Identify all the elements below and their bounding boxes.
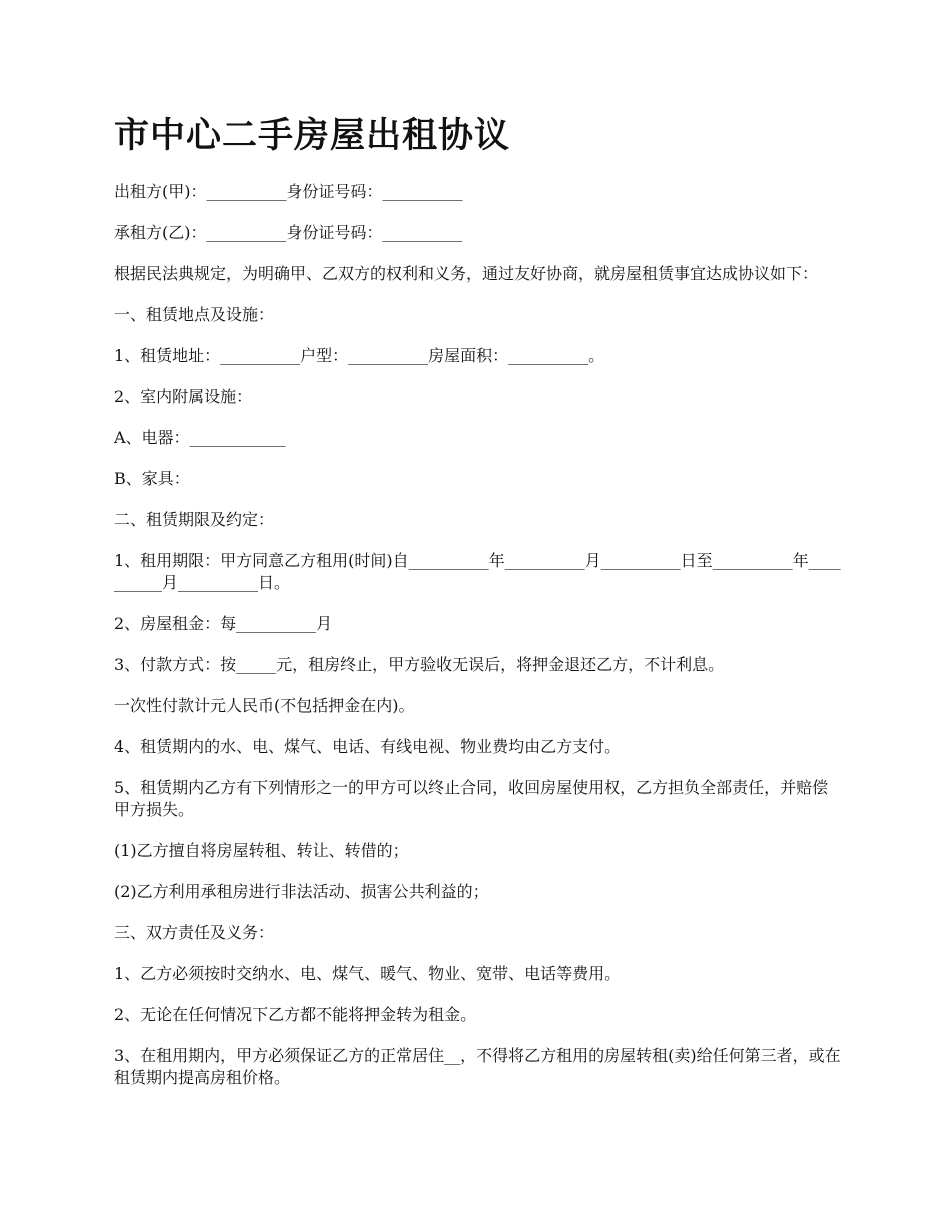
document-title: 市中心二手房屋出租协议	[114, 116, 511, 156]
document-page	[114, 112, 844, 1108]
paragraph-address: 1、租赁地址：__________户型：__________房屋面积：__________。	[114, 346, 605, 365]
paragraph-lease-term: 1、租用期限：甲方同意乙方租用(时间)自__________年__________月__________日至__________年__________月__________日。	[114, 551, 841, 592]
section-heading-location: 一、租赁地点及设施：	[114, 305, 275, 324]
section-heading-duties: 三、双方责任及义务：	[114, 923, 275, 942]
paragraph-facilities: 2、室内附属设施：	[114, 387, 253, 406]
paragraph-appliances: A、电器：____________	[114, 428, 286, 447]
paragraph-payment: 3、付款方式：按_____元，租房终止，甲方验收无误后，将押金退还乙方，不计利息。	[114, 655, 725, 674]
paragraph-illegal-use: (2)乙方利用承租房进行非法活动、损害公共利益的；	[114, 882, 489, 901]
paragraph-sublet: (1)乙方擅自将房屋转租、转让、转借的；	[114, 841, 409, 860]
paragraph-lessor: 出租方(甲)：__________身份证号码：__________	[114, 182, 463, 201]
paragraph-termination: 5、租赁期内乙方有下列情形之一的甲方可以终止合同，收回房屋使用权，乙方担负全部责任，并赔偿甲方损失。	[114, 778, 829, 819]
paragraph-furniture: B、家具：	[114, 469, 190, 488]
paragraph-deposit: 2、无论在任何情况下乙方都不能将押金转为租金。	[114, 1005, 477, 1024]
paragraph-preamble: 根据民法典规定，为明确甲、乙双方的权利和义务，通过友好协商，就房屋租赁事宜达成协议如下：	[114, 264, 819, 283]
paragraph-utilities: 4、租赁期内的水、电、煤气、电话、有线电视、物业费均由乙方支付。	[114, 737, 621, 756]
section-heading-term: 二、租赁期限及约定：	[114, 510, 275, 529]
paragraph-guarantee: 3、在租用期内，甲方必须保证乙方的正常居住__，不得将乙方租用的房屋转租(卖)给任何第三者，或在租赁期内提高房租价格。	[114, 1046, 841, 1087]
paragraph-fees: 1、乙方必须按时交纳水、电、煤气、暖气、物业、宽带、电话等费用。	[114, 964, 621, 983]
paragraph-lessee: 承租方(乙)：__________身份证号码：__________	[114, 223, 463, 242]
paragraph-lump-sum: 一次性付款计元人民币(不包括押金在内)。	[114, 696, 415, 715]
paragraph-rent: 2、房屋租金：每__________月	[114, 614, 333, 633]
